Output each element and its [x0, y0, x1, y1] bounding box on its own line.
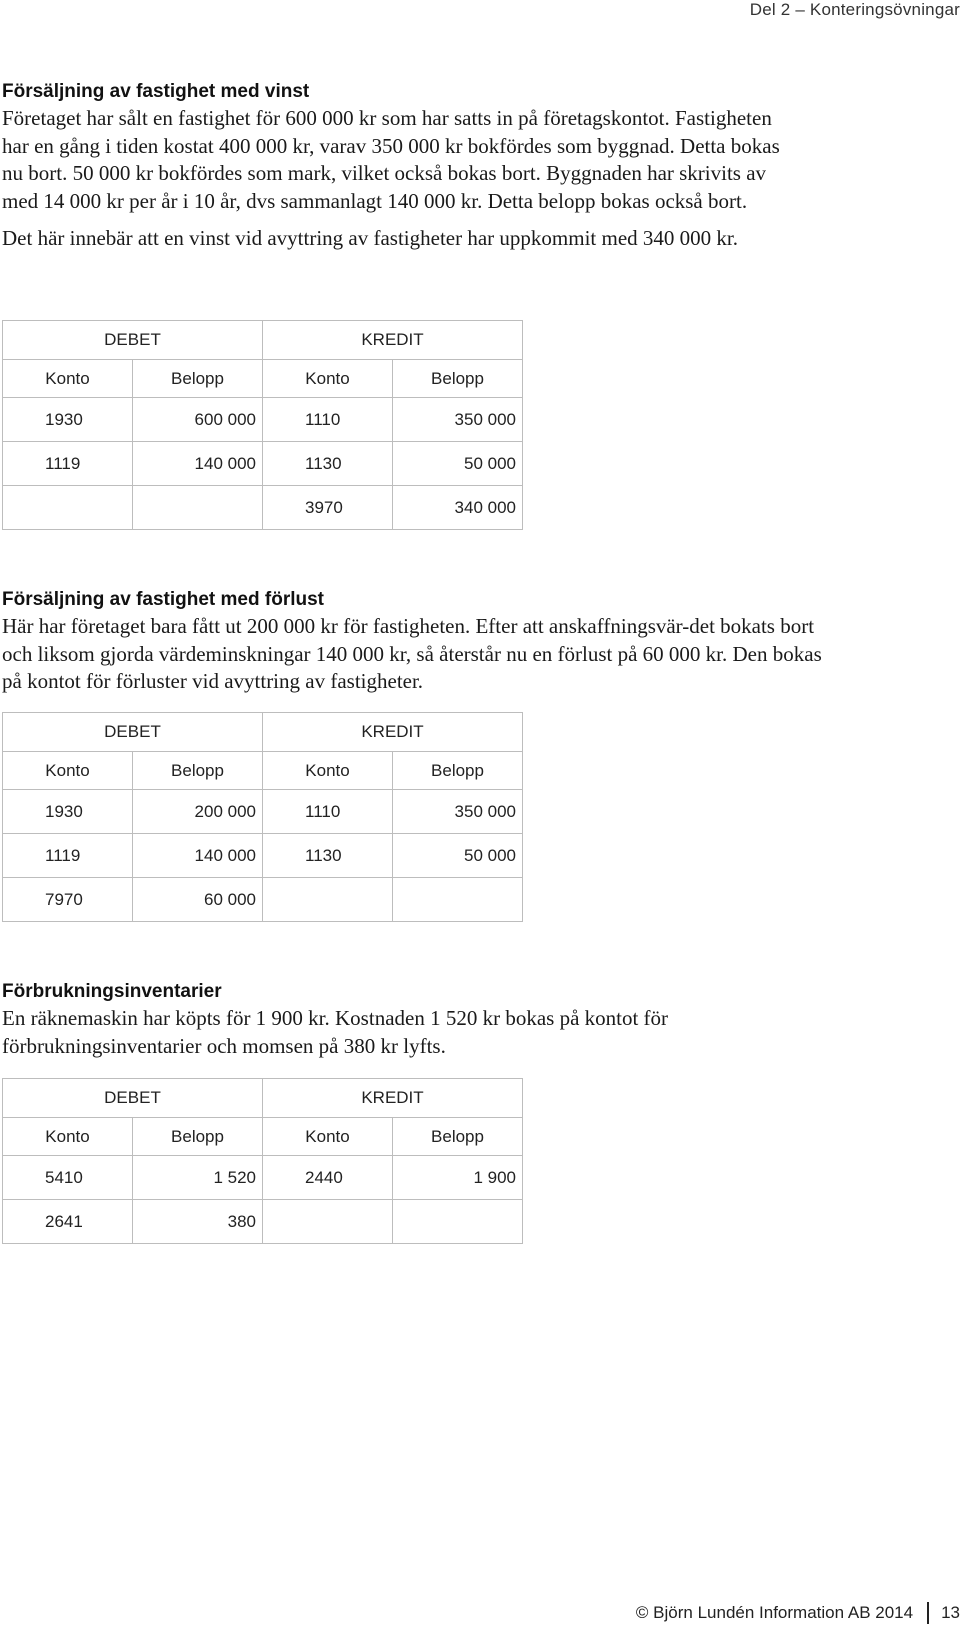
section-paragraph: Företaget har sålt en fastighet för 600 000 kr som har satts in på företagskontot. Fastigheten har en gång i tiden kostat 400 000 kr, varav 350 000 kr bokfördes som byggnad. Detta bokas nu bort. 50 000 kr bokfördes som mark, vilket också bokas bort. Byggnaden har skrivits av med 14 000 kr per år i 10 år, dvs sammanlagt 140 000 kr. Detta belopp bokas också bort.	[2, 106, 780, 213]
debet-amount: 140 000	[133, 442, 263, 486]
ledger-table-equipment	[2, 1078, 523, 1244]
kredit-account: 1110	[263, 398, 393, 442]
debet-amount	[133, 486, 263, 530]
section-heading: Försäljning av fastighet med vinst	[2, 81, 310, 102]
debet-amount: 1 520	[133, 1156, 263, 1200]
ledger-table-profit	[2, 320, 523, 530]
debet-account: 5410	[3, 1156, 133, 1200]
table-row	[3, 878, 523, 922]
running-header: Del 2 – Konteringsövningar	[749, 0, 960, 19]
kredit-amount: 340 000	[393, 486, 523, 530]
column-header: Belopp	[133, 360, 263, 398]
kredit-amount: 350 000	[393, 398, 523, 442]
kredit-amount: 50 000	[393, 834, 523, 878]
kredit-amount: 350 000	[393, 790, 523, 834]
section-heading: Förbrukningsinventarier	[2, 981, 222, 1002]
table-row	[3, 834, 523, 878]
ledger-table-loss	[2, 712, 523, 922]
column-header: Konto	[263, 360, 393, 398]
kredit-account: 3970	[263, 486, 393, 530]
kredit-account: 1130	[263, 834, 393, 878]
debet-account: 1930	[3, 398, 133, 442]
section-sale-with-loss	[2, 587, 842, 696]
debet-header: DEBET	[3, 713, 263, 752]
debet-account: 1119	[3, 834, 133, 878]
kredit-header: KREDIT	[263, 1079, 523, 1118]
debet-account: 1930	[3, 790, 133, 834]
column-header: Belopp	[393, 1118, 523, 1156]
debet-account: 2641	[3, 1200, 133, 1244]
section-paragraph: Det här innebär att en vinst vid avyttring av fastigheter har uppkommit med 340 000 kr.	[2, 226, 738, 250]
debet-account	[3, 486, 133, 530]
column-header: Belopp	[393, 360, 523, 398]
debet-header: DEBET	[3, 321, 263, 360]
table-row	[3, 1200, 523, 1244]
kredit-account: 2440	[263, 1156, 393, 1200]
section-consumable-equipment	[2, 979, 842, 1060]
section-heading: Försäljning av fastighet med förlust	[2, 589, 324, 610]
debet-header: DEBET	[3, 1079, 263, 1118]
column-header: Konto	[3, 752, 133, 790]
column-header: Belopp	[393, 752, 523, 790]
copyright-text: © Björn Lundén Information AB 2014	[635, 1603, 914, 1622]
kredit-amount: 50 000	[393, 442, 523, 486]
table-row	[3, 1156, 523, 1200]
kredit-header: KREDIT	[263, 321, 523, 360]
section-sale-with-profit	[2, 79, 842, 253]
debet-account: 1119	[3, 442, 133, 486]
debet-amount: 60 000	[133, 878, 263, 922]
kredit-account	[263, 1200, 393, 1244]
debet-amount: 200 000	[133, 790, 263, 834]
footer-divider	[927, 1602, 929, 1624]
debet-amount: 600 000	[133, 398, 263, 442]
column-header: Konto	[263, 1118, 393, 1156]
section-paragraph: En räknemaskin har köpts för 1 900 kr. Kostnaden 1 520 kr bokas på kontot för förbrukningsinventarier och momsen på 380 kr lyfts.	[2, 1006, 669, 1058]
table-row	[3, 790, 523, 834]
column-header: Konto	[3, 360, 133, 398]
debet-amount: 140 000	[133, 834, 263, 878]
kredit-amount	[393, 878, 523, 922]
column-header: Belopp	[133, 1118, 263, 1156]
column-header: Konto	[263, 752, 393, 790]
debet-amount: 380	[133, 1200, 263, 1244]
column-header: Belopp	[133, 752, 263, 790]
page-footer	[636, 1600, 960, 1626]
column-header: Konto	[3, 1118, 133, 1156]
kredit-account	[263, 878, 393, 922]
debet-account: 7970	[3, 878, 133, 922]
kredit-account: 1130	[263, 442, 393, 486]
table-row	[3, 442, 523, 486]
kredit-account: 1110	[263, 790, 393, 834]
kredit-amount	[393, 1200, 523, 1244]
table-row	[3, 486, 523, 530]
page-number: 13	[941, 1603, 960, 1622]
kredit-amount: 1 900	[393, 1156, 523, 1200]
section-paragraph: Här har företaget bara fått ut 200 000 kr för fastigheten. Efter att anskaffningsvär-det bokats bort och liksom gjorda värdeminskningar 140 000 kr, så återstår nu en förlust på 60 000 kr. Den bokas på kontot för förluster vid avyttring av fastigheter.	[2, 614, 822, 693]
table-row	[3, 398, 523, 442]
kredit-header: KREDIT	[263, 713, 523, 752]
